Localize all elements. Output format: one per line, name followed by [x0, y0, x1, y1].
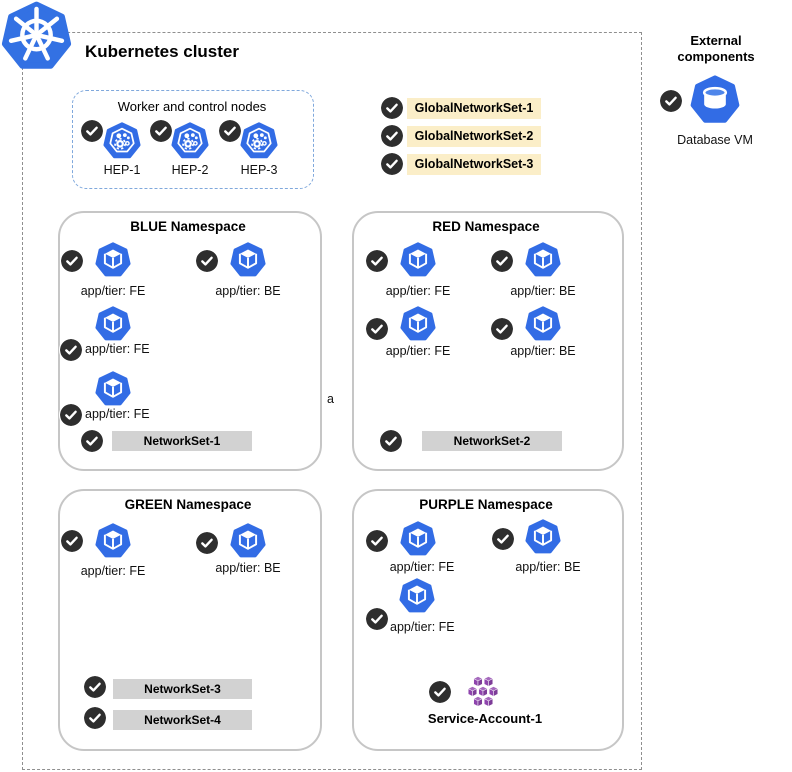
global-networkset-label: GlobalNetworkSet-1	[407, 98, 541, 119]
checkmark-icon	[218, 119, 242, 143]
pod-icon	[230, 242, 266, 278]
checkmark-icon	[80, 429, 104, 453]
checkmark-icon	[365, 249, 389, 273]
node-label: HEP-3	[240, 163, 278, 177]
checkmark-icon	[83, 675, 107, 699]
checkmark-icon	[195, 249, 219, 273]
database-vm-label: Database VM	[677, 133, 753, 147]
checkmark-icon	[379, 429, 403, 453]
checkmark-icon	[365, 607, 389, 631]
global-networkset-label: GlobalNetworkSet-2	[407, 126, 541, 147]
kubernetes-logo-icon	[1, 1, 72, 72]
stray-text: a	[327, 392, 334, 406]
node-icon	[240, 122, 278, 160]
pod-icon	[400, 306, 436, 342]
networkset-label: NetworkSet-3	[113, 679, 252, 699]
pod-icon	[400, 242, 436, 278]
pod-label: app/tier: BE	[215, 561, 281, 575]
checkmark-icon	[428, 680, 452, 704]
pod-icon	[525, 519, 561, 555]
networkset-label: NetworkSet-4	[113, 710, 252, 730]
pod-label: app/tier: BE	[515, 560, 581, 574]
checkmark-icon	[491, 527, 515, 551]
checkmark-icon	[490, 249, 514, 273]
pod-label: app/tier: FE	[385, 284, 451, 298]
service-account-label: Service-Account-1	[427, 711, 543, 726]
pod-icon	[230, 523, 266, 559]
checkmark-icon	[83, 706, 107, 730]
pod-label: app/tier: FE	[80, 284, 146, 298]
checkmark-icon	[149, 119, 173, 143]
checkmark-icon	[490, 317, 514, 341]
checkmark-icon	[60, 529, 84, 553]
pod-label: app/tier: BE	[215, 284, 281, 298]
pod-label: app/tier: FE	[385, 344, 451, 358]
pod-label: app/tier: FE	[389, 560, 455, 574]
pod-icon	[525, 242, 561, 278]
pod-label: app/tier: FE	[80, 564, 146, 578]
checkmark-icon	[365, 529, 389, 553]
checkmark-icon	[60, 249, 84, 273]
pod-label: app/tier: BE	[510, 344, 576, 358]
namespace-title: PURPLE Namespace	[419, 497, 553, 512]
networkset-label: NetworkSet-2	[422, 431, 562, 451]
service-account-icon	[462, 676, 504, 708]
checkmark-icon	[659, 89, 683, 113]
database-vm-icon	[690, 75, 740, 125]
pod-icon	[95, 306, 131, 342]
networkset-label: NetworkSet-1	[112, 431, 252, 451]
checkmark-icon	[380, 96, 404, 120]
checkmark-icon	[365, 317, 389, 341]
pod-label: app/tier: FE	[390, 620, 455, 634]
node-label: HEP-1	[103, 163, 141, 177]
checkmark-icon	[59, 403, 83, 427]
pod-label: app/tier: BE	[510, 284, 576, 298]
pod-icon	[400, 521, 436, 557]
node-label: HEP-2	[171, 163, 209, 177]
checkmark-icon	[380, 152, 404, 176]
pod-icon	[95, 523, 131, 559]
pod-icon	[95, 242, 131, 278]
checkmark-icon	[59, 338, 83, 362]
pod-icon	[95, 371, 131, 407]
pod-icon	[399, 578, 435, 614]
namespace-title: BLUE Namespace	[130, 219, 246, 234]
node-icon	[171, 122, 209, 160]
global-networkset-label: GlobalNetworkSet-3	[407, 154, 541, 175]
checkmark-icon	[80, 119, 104, 143]
pod-label: app/tier: FE	[85, 342, 150, 356]
worker-nodes-title: Worker and control nodes	[117, 99, 267, 114]
namespace-title: RED Namespace	[432, 219, 540, 234]
external-components-title: External components	[677, 33, 755, 64]
pod-icon	[525, 306, 561, 342]
checkmark-icon	[195, 531, 219, 555]
checkmark-icon	[380, 124, 404, 148]
namespace-title: GREEN Namespace	[124, 497, 252, 512]
node-icon	[103, 122, 141, 160]
cluster-title: Kubernetes cluster	[85, 42, 239, 61]
pod-label: app/tier: FE	[85, 407, 150, 421]
